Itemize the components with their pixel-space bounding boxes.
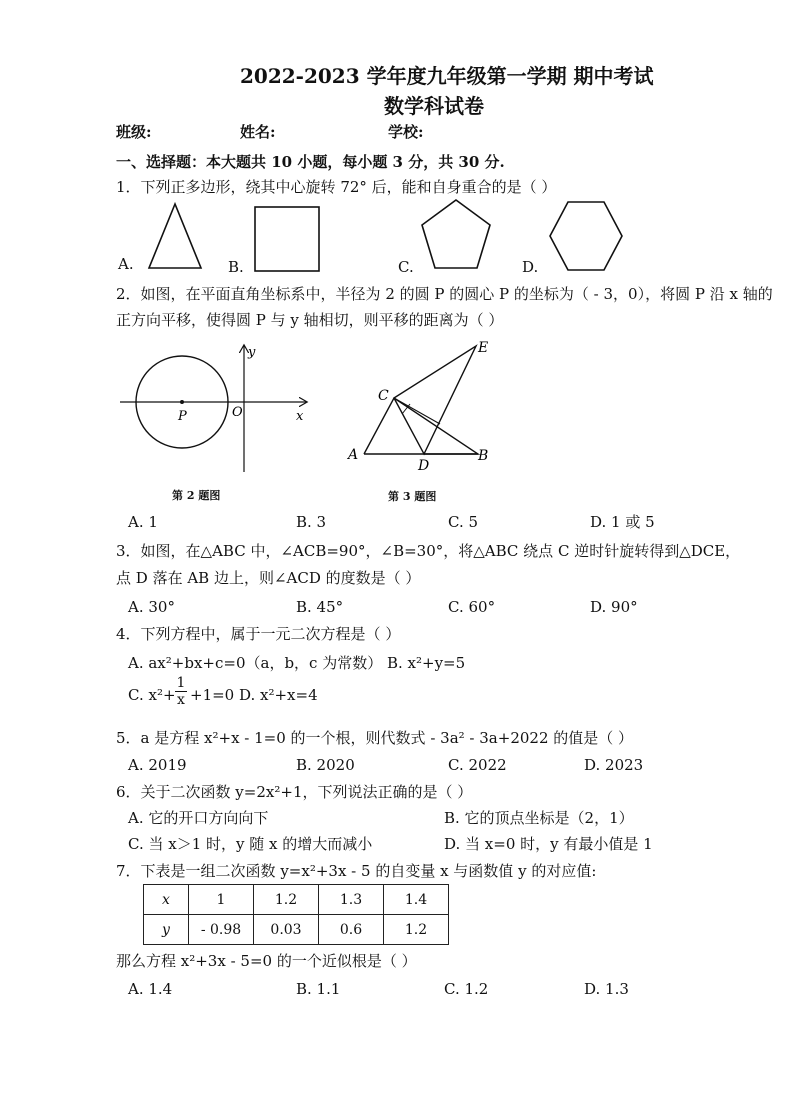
q7-opt-a: A. 1.4 — [128, 980, 173, 998]
q4-fraction-denominator: x — [175, 691, 187, 708]
q3-opt-a: A. 30° — [128, 598, 175, 616]
exam-subtitle: 数学科试卷 — [384, 94, 484, 118]
q2-opt-d: D. 1 或 5 — [590, 513, 655, 531]
q5-text: 5．a 是方程 x²+x - 1=0 的一个根，则代数式 - 3a² - 3a+2022 的值是（ ） — [116, 729, 634, 747]
q3-caption: 第 3 题图 — [388, 490, 437, 503]
q3-opt-b: B. 45° — [296, 598, 344, 616]
q6-opt-c: C. 当 x＞1 时，y 随 x 的增大而减小 — [128, 835, 373, 853]
table-row — [144, 885, 449, 915]
q3-label-c: C — [378, 388, 389, 404]
q1-opt-a-label: A. — [118, 255, 134, 273]
q1-hexagon-figure — [546, 198, 626, 274]
q4-opt-c-pre: C. x²+ — [128, 686, 176, 704]
q2-figure — [110, 338, 320, 478]
table-cell: 1.2 — [384, 915, 449, 945]
q2-y-label: y — [248, 345, 256, 360]
q7-opt-b: B. 1.1 — [296, 980, 341, 998]
table-cell: x — [144, 885, 189, 915]
q3-opt-d: D. 90° — [590, 598, 638, 616]
q2-caption: 第 2 题图 — [172, 489, 221, 502]
table-cell: y — [144, 915, 189, 945]
q4-opt-a-b: A. ax²+bx+c=0（a，b，c 为常数） B. x²+y=5 — [128, 654, 466, 672]
q1-square-figure — [252, 204, 322, 274]
q3-label-e: E — [478, 340, 489, 356]
q2-line2: 正方向平移，使得圆 P 与 y 轴相切，则平移的距离为（ ） — [116, 311, 504, 329]
table-cell: 0.6 — [319, 915, 384, 945]
q3-figure — [340, 336, 500, 476]
q7-text: 7．下表是一组二次函数 y=x²+3x - 5 的自变量 x 与函数值 y 的对应值: — [116, 862, 597, 880]
table-cell: - 0.98 — [189, 915, 254, 945]
q3-label-b: B — [478, 448, 489, 464]
table-cell: 1.2 — [254, 885, 319, 915]
q3-opt-c: C. 60° — [448, 598, 496, 616]
q7-opt-c: C. 1.2 — [444, 980, 489, 998]
name-label: 姓名: — [240, 123, 276, 141]
table-cell: 1.3 — [319, 885, 384, 915]
q2-opt-c: C. 5 — [448, 513, 479, 531]
q1-opt-b-label: B. — [228, 258, 244, 276]
q4-fraction — [175, 675, 187, 708]
q3-triangle-abc — [364, 398, 478, 454]
table-row — [144, 915, 449, 945]
q6-text: 6．关于二次函数 y=2x²+1，下列说法正确的是（ ） — [116, 783, 473, 801]
table-cell: 1 — [189, 885, 254, 915]
q5-opt-c: C. 2022 — [448, 756, 507, 774]
q3-line1: 3．如图，在△ABC 中，∠ACB=90°，∠B=30°，将△ABC 绕点 C 逆时针旋转得到△DCE， — [116, 542, 741, 560]
q1-text: 1．下列正多边形，绕其中心旋转 72° 后，能和自身重合的是（ ） — [116, 178, 557, 196]
table-cell: 1.4 — [384, 885, 449, 915]
q7-opt-d: D. 1.3 — [584, 980, 629, 998]
q1-opt-c-label: C. — [398, 258, 414, 276]
q1-opt-d-label: D. — [522, 258, 539, 276]
exam-title: 2022-2023 学年度九年级第一学期 期中考试 — [240, 64, 654, 88]
q3-line2: 点 D 落在 AB 边上，则∠ACD 的度数是（ ） — [116, 569, 421, 587]
q2-line1: 2．如图，在平面直角坐标系中，半径为 2 的圆 P 的圆心 P 的坐标为（ - 3，0），将圆 P 沿 x 轴的 — [116, 285, 773, 303]
q3-label-a: A — [348, 447, 359, 463]
q2-opt-a: A. 1 — [128, 513, 158, 531]
q4-text: 4．下列方程中，属于一元二次方程是（ ） — [116, 625, 401, 643]
q6-opt-a: A. 它的开口方向向下 — [128, 809, 269, 827]
q1-triangle-figure — [145, 200, 205, 272]
q7-value-table — [143, 884, 449, 945]
q4-opt-c-post: +1=0 D. x²+x=4 — [190, 686, 318, 704]
q2-center-dot — [180, 400, 184, 404]
q1-pentagon-figure — [418, 196, 494, 274]
table-cell: 0.03 — [254, 915, 319, 945]
q5-opt-d: D. 2023 — [584, 756, 644, 774]
q2-o-label: O — [232, 405, 243, 420]
q3-label-d: D — [418, 458, 430, 474]
q2-opt-b: B. 3 — [296, 513, 327, 531]
q5-opt-a: A. 2019 — [128, 756, 187, 774]
q6-opt-d: D. 当 x=0 时，y 有最小值是 1 — [444, 835, 653, 853]
school-label: 学校: — [388, 123, 424, 141]
q3-triangle-dce — [394, 346, 476, 454]
class-label: 班级: — [116, 123, 152, 141]
section-heading: 一、选择题：本大题共 10 小题，每小题 3 分，共 30 分. — [116, 153, 505, 171]
q5-opt-b: B. 2020 — [296, 756, 355, 774]
q2-x-label: x — [296, 409, 304, 424]
q2-p-label: P — [178, 409, 187, 424]
q6-opt-b: B. 它的顶点坐标是（2，1） — [444, 809, 634, 827]
q4-fraction-numerator: 1 — [176, 675, 186, 691]
q7-after-text: 那么方程 x²+3x - 5=0 的一个近似根是（ ） — [116, 952, 417, 970]
